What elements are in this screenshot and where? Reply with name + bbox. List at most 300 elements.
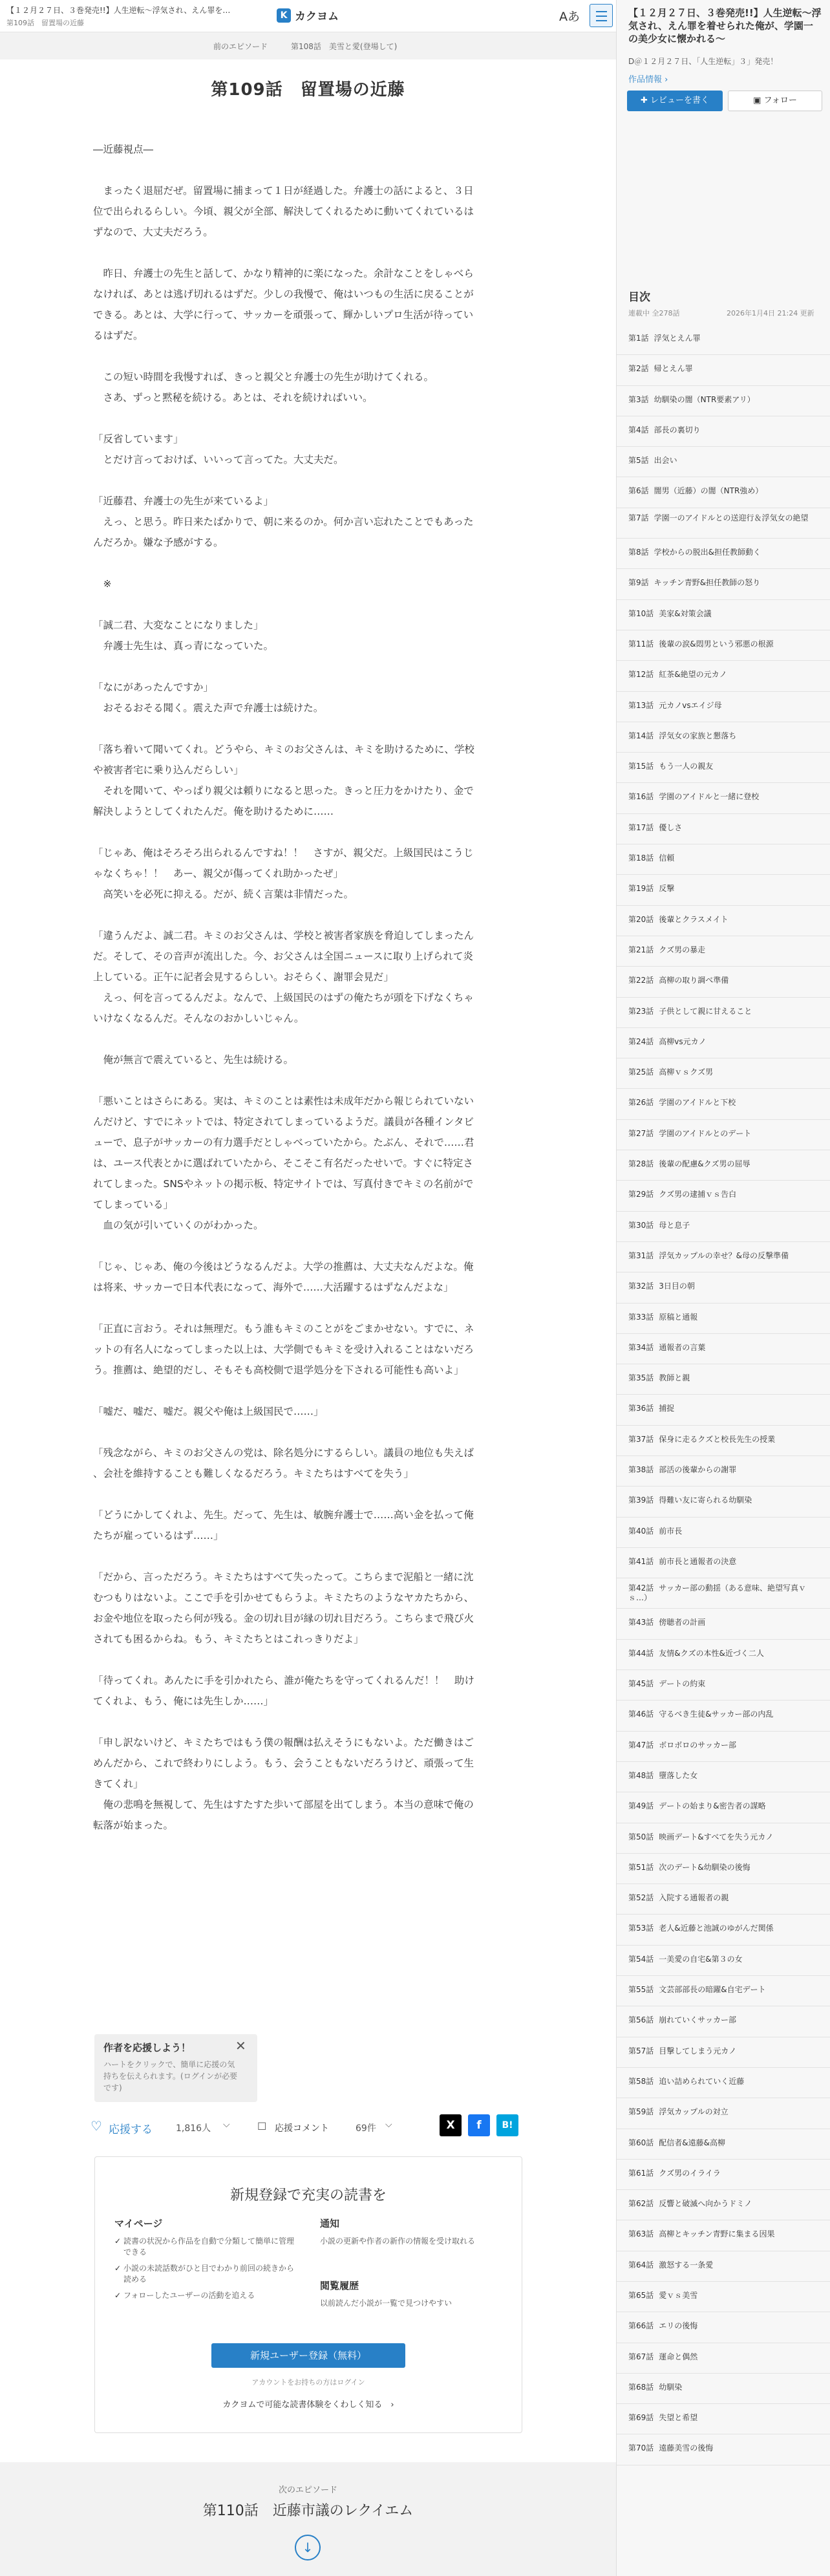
paragraph-gap (93, 470, 524, 491)
toc-episode-title: 高柳vs元カノ (659, 1036, 707, 1046)
toc-episode-title: デートの始まり&密告者の謀略 (659, 1801, 766, 1811)
paragraph-gap (93, 656, 524, 677)
paragraph-gap (93, 1298, 524, 1318)
body-line: 上している。正午に記者会見するらしい。おそらく、謝罪会見だ」 (93, 971, 394, 983)
toc-episode-number: 第70話 (628, 2443, 654, 2453)
toc-episode-title: 傍聴者の計画 (659, 1618, 706, 1627)
paragraph-gap (93, 1029, 524, 1049)
toc-episode-item[interactable] (617, 1670, 830, 1701)
toc-episode-title: 信頼 (659, 853, 675, 863)
toc-episode-item[interactable] (617, 1334, 830, 1364)
toc-episode-number: 第18話 (628, 853, 654, 863)
toc-episode-title: 配信者&遠藤&高柳 (659, 2138, 725, 2147)
body-line: めんだから、これで終わりにしよう。もう、会うこともないだろうけど、頑張って生 (93, 1757, 474, 1769)
body-line: お金や地位を取ったら何が残る。金の切れ目が縁の切れ目だろう。こちらまで飛び火 (93, 1613, 474, 1624)
paragraph-gap (93, 1236, 524, 1256)
toc-episode-item[interactable] (617, 1272, 830, 1303)
body-line: や被害者宅に乗り込んだらしい」 (93, 764, 244, 776)
body-line: 「誠二君、大変なことになりました」 (93, 619, 264, 631)
toc-episode-number: 第16話 (628, 792, 654, 802)
paragraph-gap (93, 1422, 524, 1443)
toc-episode-number: 第50話 (628, 1832, 654, 1841)
toc-episode-item[interactable] (617, 569, 830, 599)
toc-episode-title: エリの後悔 (659, 2321, 698, 2331)
toc-episode-item[interactable] (617, 1304, 830, 1334)
toc-episode-title: 母と息子 (659, 1220, 690, 1230)
toc-episode-title: 失望と希望 (659, 2413, 698, 2423)
toc-episode-title: 浮気女の家族と懇落ち (659, 731, 737, 740)
toc-episode-title: 追い詰められていく近藤 (659, 2076, 745, 2086)
body-line: れてしまった。SNSやネットの掲示板、特定サイトでは、写真付きでキミの名前がで (93, 1178, 474, 1190)
body-line: てしまっている」 (93, 1199, 174, 1210)
toc-episode-title: 高柳とキッチン青野に集まる因果 (659, 2229, 775, 2239)
toc-episode-number: 第63話 (628, 2229, 654, 2239)
toc-episode-item[interactable] (617, 508, 830, 539)
body-line: るはずだ。 (93, 330, 144, 341)
toc-episode-title: 幼馴染の闇（NTR要素アリ） (654, 394, 755, 404)
body-line: ※ (93, 578, 112, 590)
current-episode-link[interactable]: 第108話 美雪と愛(登場して) (291, 42, 398, 51)
body-line: むつもりはないよ。ここで手を引かせてもらうよ。キミたちのようなヤカたちから、 (93, 1592, 474, 1604)
toc-episode-title: 後輩の涙&悶男という邪悪の根源 (659, 639, 774, 649)
toc-episode-number: 第68話 (628, 2382, 654, 2392)
body-line: えっ、何を言ってるんだよ。なんで、上級国民のはずの俺たちが頭を下げなくちゃ (93, 992, 474, 1004)
toc-episode-item[interactable] (617, 325, 830, 355)
mypage-heading: マイページ (114, 2218, 163, 2229)
toc-episode-title: 墮落した女 (659, 1770, 698, 1780)
toc-episode-title: 文芸部部長の暗躍&自宅デート (659, 1985, 766, 1995)
comment-count: 69件 (356, 2123, 376, 2134)
toc-episode-number: 第51話 (628, 1862, 654, 1872)
paragraph-gap (93, 553, 524, 574)
body-line: ューで、息子がサッカーの有力選手だとしゃべっていたから。たぶん、それで……君 (93, 1137, 474, 1148)
toc-episode-item[interactable] (617, 844, 830, 875)
cheer-prompt-heading: 作者を応援しよう！ (103, 2042, 191, 2054)
body-line: 「待ってくれ。あんたに手を引かれたら、誰が俺たちを守ってくれるんだ！！ 助け (93, 1675, 474, 1686)
toc-episode-item[interactable] (617, 477, 830, 508)
toc-episode-item[interactable] (617, 1609, 830, 1639)
toc-episode-title: 映画デート&すべてを失う元カノ (659, 1832, 774, 1841)
body-line: この短い時間を我慢すれば、きっと親父と弁護士の先生が助けてくれる。 (93, 371, 434, 383)
toc-episode-number: 第55話 (628, 1985, 654, 1995)
next-episode (0, 2462, 616, 2576)
toc-episode-number: 第17話 (628, 822, 654, 832)
notify-heading: 通知 (320, 2218, 340, 2229)
kakuyomu-logo[interactable] (277, 7, 339, 23)
feature-item: ✓ 読書の状況から作品を自動で分類して簡単に管理できる (114, 2236, 295, 2258)
toc-episode-title: 老人&近藤と池誠のゆがんだ関係 (659, 1924, 774, 1933)
toc-episode-item[interactable] (617, 1548, 830, 1578)
body-line: 弁護士先生は、真っ青になっていた。 (93, 640, 274, 652)
toc-episode-item[interactable] (617, 2037, 830, 2068)
toc-toggle-button[interactable] (590, 4, 613, 27)
toc-episode-number: 第34話 (628, 1342, 654, 1352)
toc-episode-number: 第60話 (628, 2138, 654, 2147)
body-line: おそるおそる聞く。震えた声で弁護士は続けた。 (93, 702, 324, 714)
body-line: 「嘘だ、嘘だ、嘘だ。親父や俺は上級国民で……」 (93, 1406, 324, 1417)
toc-episode-number: 第35話 (628, 1373, 654, 1383)
toc-episode-item[interactable] (617, 1762, 830, 1792)
body-line: 「落ち着いて聞いてくれ。どうやら、キミのお父さんは、キミを助けるために、学校 (93, 744, 474, 755)
toc-episode-title: デートの約束 (659, 1679, 706, 1689)
font-settings-button[interactable]: Aあ (559, 10, 580, 24)
toc-episode-item[interactable] (617, 1518, 830, 1548)
toc-episode-number: 第6話 (628, 486, 649, 496)
comment-button[interactable]: 応援コメント (275, 2123, 329, 2134)
toc-episode-item[interactable] (617, 355, 830, 385)
body-line: 「反省しています」 (93, 433, 184, 445)
toc-episode-item[interactable] (617, 2098, 830, 2129)
body-line: んだけど、すでにネットでは、特定されてしまっているようだ。議員が各種インタビ (93, 1116, 474, 1128)
toc-episode-number: 第24話 (628, 1036, 654, 1046)
toc-episode-item[interactable] (617, 1854, 830, 1884)
toc-episode-item[interactable] (617, 1456, 830, 1487)
toc-episode-title: 激怒する一条愛 (659, 2260, 714, 2270)
body-line: なければ、あとは逃げ切れるはずだ。少しの我慢で、俺はいつもの生活に戻ることが (93, 288, 474, 300)
arrow-down-icon[interactable]: ↓ (295, 2535, 321, 2560)
cheer-prompt-desc: ハートをクリックで、簡単に応援の気持ちを伝えられます。(ログインが必要です) (103, 2060, 238, 2092)
paragraph-gap (93, 408, 524, 429)
toc-episode-title: 遠藤美雪の後悔 (659, 2443, 714, 2453)
body-line: できる。あとは、大学に行って、サッカーを頑張って、輝かしいプロ生活が待ってい (93, 309, 474, 321)
toc-episode-title: 愛ｖｓ美雪 (659, 2291, 698, 2300)
toc-episode-title: 保身に走るクズと校長先生の授業 (659, 1434, 776, 1444)
body-line: う。推薦は、絶望的だし、そもそも高校側で退学処分を下される可能性も高いよ」 (93, 1364, 464, 1376)
toc-episode-number: 第31話 (628, 1250, 654, 1260)
toc-episode-number: 第57話 (628, 2046, 654, 2055)
toc-episode-item[interactable] (617, 1395, 830, 1425)
toc-episode-number: 第20話 (628, 914, 654, 924)
sidebar-work-title[interactable]: 【１２月２７日、３巻発売!!】人生逆転～浮気され、えん罪を着せられた俺が、学園一の美少女に懐かれる～ (628, 7, 822, 45)
toc-episode-item[interactable] (617, 2374, 830, 2404)
toc-episode-item[interactable] (617, 1058, 830, 1089)
toc-episode-item[interactable] (617, 1792, 830, 1823)
header (0, 0, 616, 32)
signup-panel (94, 2156, 522, 2433)
next-episode-label: 次のエピソード (278, 2485, 337, 2495)
toc-episode-title: 優しさ (659, 822, 683, 832)
toc-episode-item[interactable] (617, 2006, 830, 2037)
body-line: えっ、と思う。昨日来たばかりで、朝に来るのか。何か言い忘れたことでもあった (93, 516, 474, 528)
toc-episode-number: 第10話 (628, 608, 654, 618)
feature-item: ✓ 小説の未読話数がひと目でわかり前回の続きから読める (114, 2263, 295, 2285)
toc-episode-item[interactable] (617, 1487, 830, 1517)
body-line: さあ、ずっと黙秘を続ける。あとは、それを続ければいい。 (93, 392, 373, 403)
list-icon (596, 16, 607, 17)
toc-episode-number: 第4話 (628, 425, 649, 435)
share-facebook-button[interactable]: f (468, 2114, 490, 2136)
toc-episode-number: 第21話 (628, 945, 654, 954)
toc-episode-title: もう一人の親友 (659, 762, 714, 771)
toc-episode-item[interactable] (617, 906, 830, 936)
list-icon (596, 20, 607, 21)
toc-episode-number: 第12話 (628, 670, 654, 680)
toc-episode-item[interactable] (617, 661, 830, 691)
toc-updated: 2026年1月4日 21:24 更新 (727, 309, 814, 317)
toc-episode-title: 幼馴染 (659, 2382, 683, 2392)
history-heading: 閲覧履歴 (320, 2280, 359, 2292)
toc-episode-item[interactable] (617, 2434, 830, 2465)
toc-episode-item[interactable] (617, 1181, 830, 1211)
toc-episode-number: 第14話 (628, 731, 654, 740)
close-icon[interactable]: ✕ (235, 2038, 246, 2054)
toc-episode-item[interactable] (617, 600, 830, 630)
write-review-button[interactable]: ✚ レビューを書く (627, 91, 723, 111)
paragraph-gap (93, 594, 524, 615)
toc-episode-item[interactable] (617, 692, 830, 722)
body-line: それを聞いて、やっぱり親父は頼りになると思った。きっと圧力をかけたり、金で (93, 785, 474, 797)
toc-episode-title: 入院する通報者の親 (659, 1893, 729, 1903)
body-line: ―近藤視点― (93, 144, 154, 155)
toc-episode-item[interactable] (617, 416, 830, 447)
toc-episode-item[interactable] (617, 967, 830, 997)
paragraph-gap (93, 160, 524, 180)
body-line: たちが雇っているはず……」 (93, 1530, 224, 1541)
cheer-row (90, 2114, 524, 2140)
toc-episode-title: 元カノvsエイジ母 (659, 700, 722, 710)
toc-episode-item[interactable] (617, 1640, 830, 1670)
toc-episode-item[interactable] (617, 722, 830, 753)
toc-episode-number: 第41話 (628, 1556, 654, 1566)
toc-episode-title: 出会い (654, 456, 677, 466)
mypage-features (114, 2236, 295, 2306)
paragraph-gap (93, 1546, 524, 1567)
toc-episode-number: 第33話 (628, 1312, 654, 1322)
body-line: 「どうにかしてくれよ、先生。だって、先生は、敏腕弁護士で……高い金を払って俺 (93, 1509, 474, 1521)
toc-episode-item[interactable] (617, 386, 830, 416)
toc-episode-number: 第15話 (628, 762, 654, 771)
toc-episode-number: 第42話 (628, 1583, 654, 1593)
toc-episode-title: 高柳の取り調べ準備 (659, 976, 729, 985)
body-line: 「なにがあったんですか」 (93, 682, 213, 693)
toc-episode-item[interactable] (617, 936, 830, 967)
body-line: 「悪いことはさらにある。実は、キミのことは素性は未成年だから報じられていない (93, 1095, 474, 1107)
toc-episode-item[interactable] (617, 875, 830, 905)
toc-episode-title: クズ男のイライラ (659, 2168, 721, 2178)
chevron-down-icon[interactable]: ⌵ (385, 2120, 392, 2130)
toc-episode-number: 第46話 (628, 1710, 654, 1719)
toc-episode-item[interactable] (617, 783, 830, 813)
toc-episode-title: 守るべき生徒&サッカー部の内乱 (659, 1710, 774, 1719)
toc-episode-title: 学園のアイドルとのデート (659, 1128, 752, 1138)
learn-more-link[interactable]: カクヨムで可能な読書体験をくわしく知る › (222, 2400, 394, 2410)
toc-episode-title: 浮気とえん罪 (654, 334, 701, 343)
paragraph-gap (93, 1484, 524, 1505)
toc-episode-title: 目撃してしまう元カノ (659, 2046, 737, 2055)
toc-status: 連載中 全278話 (628, 309, 680, 317)
sidebar-author[interactable]: D＠１２月２７日、「人生逆転」３」発売！ (628, 57, 778, 66)
prev-episode-link[interactable]: 前のエピソード (213, 42, 268, 51)
toc-episode-item[interactable] (617, 1150, 830, 1181)
body-line: 俺が無言で震えていると、先生は続ける。 (93, 1054, 294, 1066)
toc-episode-number: 第13話 (628, 700, 654, 710)
toc-episode-title: 3日目の朝 (659, 1282, 695, 1291)
cheer-prompt (94, 2034, 257, 2102)
toc-episode-title: 部長の裏切り (654, 425, 701, 435)
kakuyomu-logo-text: カクヨム (295, 10, 339, 23)
login-link[interactable]: アカウントをお持ちの方はログイン (251, 2378, 365, 2387)
next-episode-link[interactable]: 第110話 近藤市議のレクイエム (202, 2503, 414, 2519)
comment-icon[interactable]: ☐ (257, 2120, 267, 2132)
toc-episode-item[interactable] (617, 539, 830, 569)
toc-episode-title: 崩れていくサッカー部 (659, 2015, 737, 2025)
share-x-button[interactable]: X (440, 2114, 462, 2136)
sidebar (616, 0, 830, 2576)
toc-episode-item[interactable] (617, 1120, 830, 1150)
toc-episode-item[interactable] (617, 2404, 830, 2434)
toc-episode-number: 第58話 (628, 2076, 654, 2086)
body-line: ゃなくちゃ！！ あー、親父が傷ってくれ助かったぜ」 (93, 868, 343, 879)
toc-episode-item[interactable] (617, 2282, 830, 2312)
body-line: 位で出られるらしい。今頃、親父が全部、解決してくれるために動いてくれているは (93, 206, 474, 217)
body-line: 血の気が引いていくのがわかった。 (93, 1219, 264, 1231)
toc-episode-number: 第39話 (628, 1496, 654, 1505)
toc-episode-number: 第3話 (628, 394, 649, 404)
heart-icon[interactable]: ♡ (90, 2118, 102, 2134)
body-line: 「申し訳ないけど、キミたちではもう僕の報酬は払えそうにもないよ。ただ働きはご (93, 1737, 474, 1748)
toc-episode-item[interactable] (617, 1028, 830, 1058)
toc-episode-item[interactable] (617, 1578, 830, 1609)
toc-episode-number: 第32話 (628, 1282, 654, 1291)
paragraph-gap (93, 1070, 524, 1091)
paragraph-gap (93, 718, 524, 739)
signup-button[interactable]: 新規ユーザー登録（無料） (211, 2343, 405, 2368)
body-line: 昨日、弁護士の先生と話して、かなり精神的に楽になった。余計なことをしゃべら (93, 268, 474, 279)
toc-episode-title: 部活の後輩からの謝罪 (659, 1465, 737, 1474)
toc-episode-item[interactable] (617, 1732, 830, 1762)
episode-nav (0, 32, 616, 59)
toc-episode-number: 第61話 (628, 2168, 654, 2178)
toc-episode-title: 反撃 (659, 884, 675, 894)
toc-episode-title: ボロボロのサッカー部 (659, 1740, 737, 1750)
toc-episode-title: 教師と親 (659, 1373, 690, 1383)
toc-episode-number: 第54話 (628, 1954, 654, 1964)
toc-episode-title: 捕捉 (659, 1404, 675, 1413)
paragraph-gap (93, 822, 524, 843)
body-line: されても困るからね。もう、キミたちとはこれっきりだよ」 (93, 1633, 364, 1645)
toc-episode-title: キッチン青野&担任教師の怒り (654, 578, 761, 588)
toc-episode-number: 第19話 (628, 884, 654, 894)
cheer-button[interactable]: 応援する (109, 2123, 153, 2136)
body-line: 俺の悲鳴を無視して、先生はすたすた歩いて部屋を出てしまう。本当の意味で俺の (93, 1799, 474, 1810)
signup-title: 新規登録で充実の読書を (229, 2187, 387, 2204)
toc-episode-title: 美家&対策会議 (659, 608, 712, 618)
toc-episode-item[interactable] (617, 2190, 830, 2220)
body-line: は将来、サッカーで日本代表になって、海外で……大活躍するはずなんだよな」 (93, 1282, 454, 1293)
toc-episode-item[interactable] (617, 1976, 830, 2006)
toc-episode-title: 闇男（近藤）の闇（NTR強め） (654, 486, 763, 496)
toc-episode-title: 運命と偶然 (659, 2352, 698, 2361)
toc-episode-item[interactable] (617, 753, 830, 783)
toc-episode-title: クズ男の逮捕ｖｓ告白 (659, 1190, 737, 1199)
toc-episode-title: 学園のアイドルと一緒に登校 (659, 792, 760, 802)
toc-episode-item[interactable] (617, 1823, 830, 1854)
toc-episode-item[interactable] (617, 1242, 830, 1272)
toc-episode-item[interactable] (617, 1946, 830, 1976)
toc-episode-item[interactable] (617, 2220, 830, 2251)
body-line: まったく退屈だぜ。留置場に捕まって１日が経過した。弁護士の話によると、３日 (93, 185, 474, 197)
toc-episode-item[interactable] (617, 2312, 830, 2343)
toc-episode-number: 第62話 (628, 2199, 654, 2209)
toc-episode-item[interactable] (617, 1089, 830, 1119)
toc-episode-number: 第30話 (628, 1220, 654, 1230)
follow-button[interactable]: ▣ フォロー (728, 91, 822, 111)
share-hatena-button[interactable]: B! (496, 2114, 518, 2136)
toc-episode-number: 第59話 (628, 2107, 654, 2117)
toc-episode-title: 帰とえん罪 (654, 364, 693, 374)
toc-episode-number: 第65話 (628, 2291, 654, 2300)
paragraph-gap (93, 346, 524, 367)
toc-episode-number: 第27話 (628, 1128, 654, 1138)
toc-episode-title: サッカー部の動揺（ある意味、絶望写真ｖｓ…） (628, 1583, 807, 1603)
toc-episode-item[interactable] (617, 998, 830, 1028)
toc-episode-title: 紅茶&絶望の元カノ (659, 670, 727, 680)
toc-episode-item[interactable] (617, 1884, 830, 1915)
toc-episode-title: 学校からの脱出&担任教師動く (654, 548, 761, 557)
cheer-count: 1,816人 (176, 2123, 211, 2134)
toc-episode-number: 第47話 (628, 1740, 654, 1750)
toc-episode-number: 第23話 (628, 1006, 654, 1016)
toc-episode-item[interactable] (617, 2160, 830, 2190)
chevron-down-icon[interactable]: ⌵ (223, 2120, 230, 2130)
body-line: 「正直に言おう。それは無理だ。もう誰もキミのことがをごまかせない。すでに、ネ (93, 1323, 474, 1335)
toc-episode-number: 第44話 (628, 1648, 654, 1658)
toc-episode-number: 第36話 (628, 1404, 654, 1413)
body-line: 、会社を維持することも難しくなるだろう。キミたちはすべてを失う」 (93, 1468, 414, 1479)
toc-episode-number: 第1話 (628, 334, 649, 343)
toc-episode-item[interactable] (617, 1212, 830, 1242)
body-line: 「じゃ、じゃあ、俺の今後はどうなるんだよ。大学の推薦は、大丈夫なんだよな。俺 (93, 1261, 474, 1272)
toc-episode-item[interactable] (617, 2251, 830, 2282)
toc-episode-item[interactable] (617, 814, 830, 844)
toc-episode-item[interactable] (617, 1364, 830, 1395)
work-info-link[interactable]: 作品情報 › (628, 75, 668, 85)
paragraph-gap (93, 1380, 524, 1401)
toc-episode-item[interactable] (617, 1915, 830, 1945)
toc-episode-item[interactable] (617, 1426, 830, 1456)
toc-episode-item[interactable] (617, 2068, 830, 2098)
toc-episode-number: 第29話 (628, 1190, 654, 1199)
paragraph-gap (93, 1649, 524, 1670)
body-line: 「近藤君、弁護士の先生が来ているよ」 (93, 495, 274, 507)
toc-episode-item[interactable] (617, 1701, 830, 1731)
toc-episode-number: 第28話 (628, 1159, 654, 1169)
toc-episode-number: 第56話 (628, 2015, 654, 2025)
body-line: きてくれ」 (93, 1778, 144, 1790)
toc-episode-number: 第5話 (628, 456, 649, 466)
toc-episode-number: 第11話 (628, 639, 654, 649)
toc-episode-item[interactable] (617, 447, 830, 477)
body-line: ずなので、大丈夫だろう。 (93, 226, 213, 238)
body-line: んだろか。嫌な予感がする。 (93, 537, 224, 548)
toc-episode-item[interactable] (617, 2343, 830, 2374)
toc-episode-item[interactable] (617, 630, 830, 661)
header-work-title[interactable]: 【１２月２７日、３巻発売!!】人生逆転～浮気され、えん罪を… (6, 6, 231, 15)
toc-episode-item[interactable] (617, 2129, 830, 2160)
toc-episode-title: 友情&クズの本性&近づく二人 (659, 1648, 764, 1658)
toc-episode-number: 第67話 (628, 2352, 654, 2361)
toc-episode-number: 第49話 (628, 1801, 654, 1811)
toc-episode-title: 学園のアイドルと下校 (659, 1098, 736, 1108)
toc-episode-number: 第25話 (628, 1068, 654, 1077)
toc-episode-number: 第69話 (628, 2413, 654, 2423)
body-line: だ。そして、その音声が流出した。今、お父さんは全国ニュースに取り上げられて炎 (93, 950, 473, 962)
kakuyomu-logo-icon: K (277, 8, 291, 23)
toc-episode-number: 第37話 (628, 1434, 654, 1444)
body-line: ットの有名人になってしまった以上は、大学側でもキミを受け入れることはないだろ (93, 1344, 474, 1355)
body-line: 「じゃあ、俺はそろそろ出られるんですね！！ さすが、親父だ。上級国民はこうじ (93, 847, 474, 859)
header-episode-title: 第109話 留置場の近藤 (6, 19, 84, 27)
